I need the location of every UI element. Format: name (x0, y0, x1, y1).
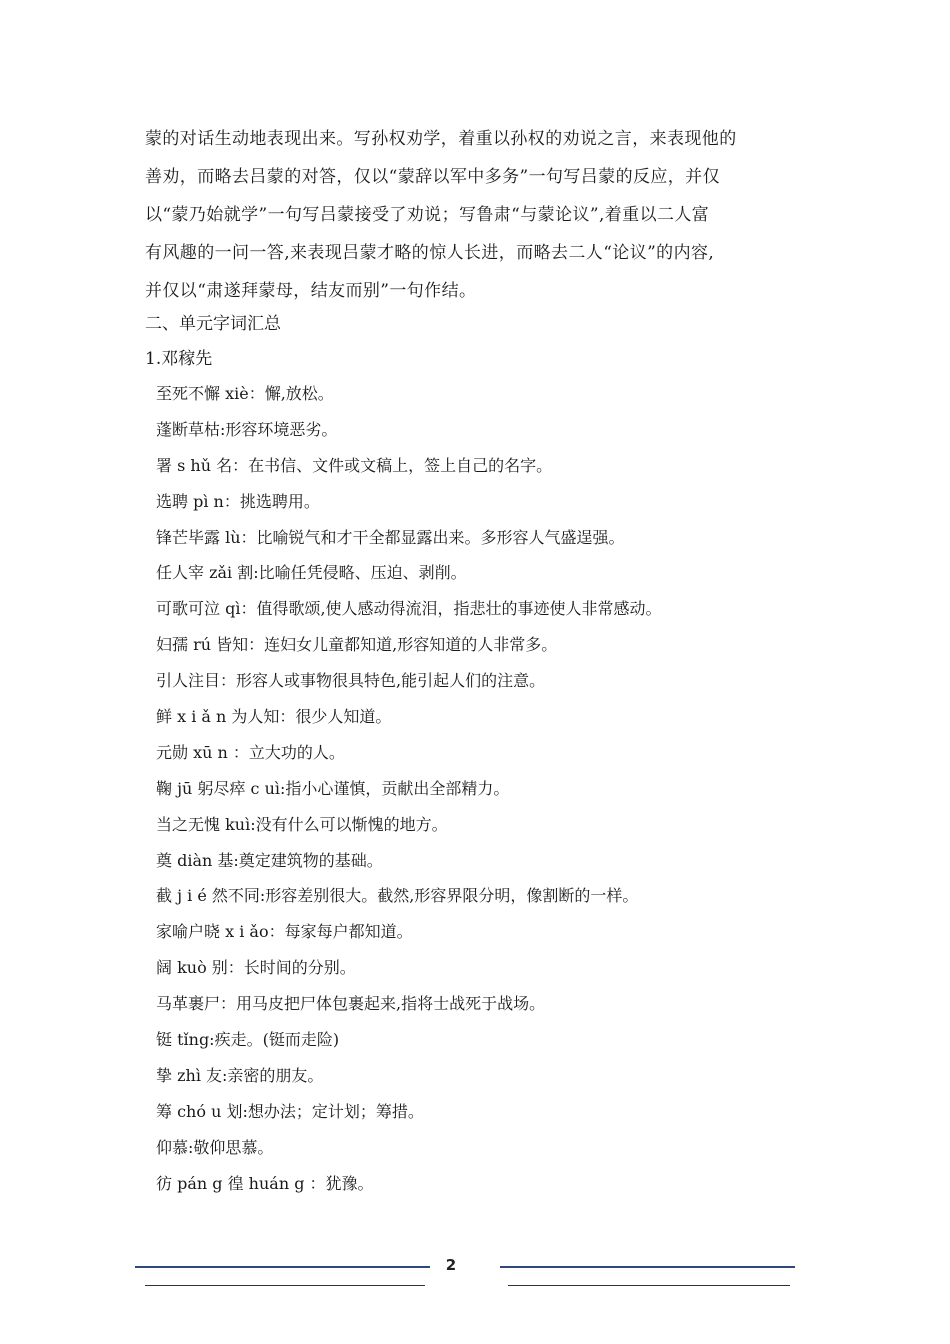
footer-underline-left (145, 1285, 425, 1286)
vocabulary-entry: 铤 tǐng:疾走。(铤而走险) (156, 1030, 340, 1050)
vocabulary-entry: 当之无愧 kuì:没有什么可以惭愧的地方。 (156, 814, 448, 834)
vocabulary-list (156, 376, 816, 1201)
footer-rule-left (135, 1266, 430, 1268)
vocabulary-entry: 筹 chó u 划:想办法；定计划；筹措。 (156, 1101, 424, 1121)
vocabulary-entry: 截 j i é 然不同:形容差别很大。截然,形容界限分明，像割断的一样。 (156, 886, 639, 906)
vocabulary-entry: 仰慕:敬仰思慕。 (156, 1137, 274, 1157)
vocabulary-entry: 马革裹尸：用马皮把尸体包裹起来,指将士战死于战场。 (156, 994, 546, 1014)
paragraph-line: 以“蒙乃始就学”一句写吕蒙接受了劝说；写鲁肃“与蒙论议”,着重以二人富 (145, 205, 710, 225)
vocabulary-entry: 选聘 pì n：挑选聘用。 (156, 491, 320, 511)
footer-underline-right (508, 1285, 790, 1286)
paragraph-line: 蒙的对话生动地表现出来。写孙权劝学，着重以孙权的劝说之言，来表现他的 (145, 129, 737, 149)
vocabulary-entry: 署 s hǔ 名：在书信、文件或文稿上，签上自己的名字。 (156, 455, 553, 475)
page-number: 2 (445, 1256, 457, 1274)
paragraph-line: 善劝，而略去吕蒙的对答，仅以“蒙辞以军中多务”一句写吕蒙的反应，并仅 (145, 167, 720, 187)
vocabulary-entry: 可歌可泣 qì：值得歌颂,使人感动得流泪，指悲壮的事迹使人非常感动。 (156, 599, 662, 619)
vocabulary-entry: 鞠 jū 躬尽瘁 c uì:指小心谨慎，贡献出全部精力。 (156, 778, 510, 798)
vocabulary-entry: 奠 diàn 基:奠定建筑物的基础。 (156, 850, 383, 870)
vocabulary-entry: 蓬断草枯:形容环境恶劣。 (156, 419, 338, 439)
footer-rule-right (500, 1266, 795, 1268)
paragraph-line: 有风趣的一问一答,来表现吕蒙才略的惊人长进，而略去二人“论议”的内容, (145, 243, 715, 263)
section-heading: 二、单元字词汇总 (145, 314, 281, 334)
vocabulary-entry: 家喻户晓 x i ǎo：每家每户都知道。 (156, 922, 413, 942)
vocabulary-entry: 挚 zhì 友:亲密的朋友。 (156, 1065, 324, 1085)
vocabulary-entry: 至死不懈 xiè：懈,放松。 (156, 384, 334, 403)
vocabulary-entry: 任人宰 zǎi 割:比喻任凭侵略、压迫、剥削。 (156, 563, 467, 583)
sub-heading: 1.邓稼先 (145, 349, 213, 369)
vocabulary-entry: 妇孺 rú 皆知：连妇女儿童都知道,形容知道的人非常多。 (156, 635, 558, 655)
page-footer (0, 1250, 950, 1300)
vocabulary-entry: 鲜 x i ǎ n 为人知：很少人知道。 (156, 707, 392, 727)
vocabulary-entry: 阔 kuò 别：长时间的分别。 (156, 958, 356, 978)
paragraph-line: 并仅以“肃遂拜蒙母，结友而别”一句作结。 (145, 281, 477, 301)
vocabulary-entry: 元勋 xū n ：立大功的人。 (156, 742, 345, 762)
vocabulary-entry: 引人注目：形容人或事物很具特色,能引起人们的注意。 (156, 671, 546, 691)
vocabulary-entry: 彷 pán g 徨 huán g ：犹豫。 (156, 1173, 374, 1193)
body-paragraph (145, 120, 810, 310)
vocabulary-entry: 锋芒毕露 lù：比喻锐气和才干全都显露出来。多形容人气盛逞强。 (156, 527, 625, 547)
